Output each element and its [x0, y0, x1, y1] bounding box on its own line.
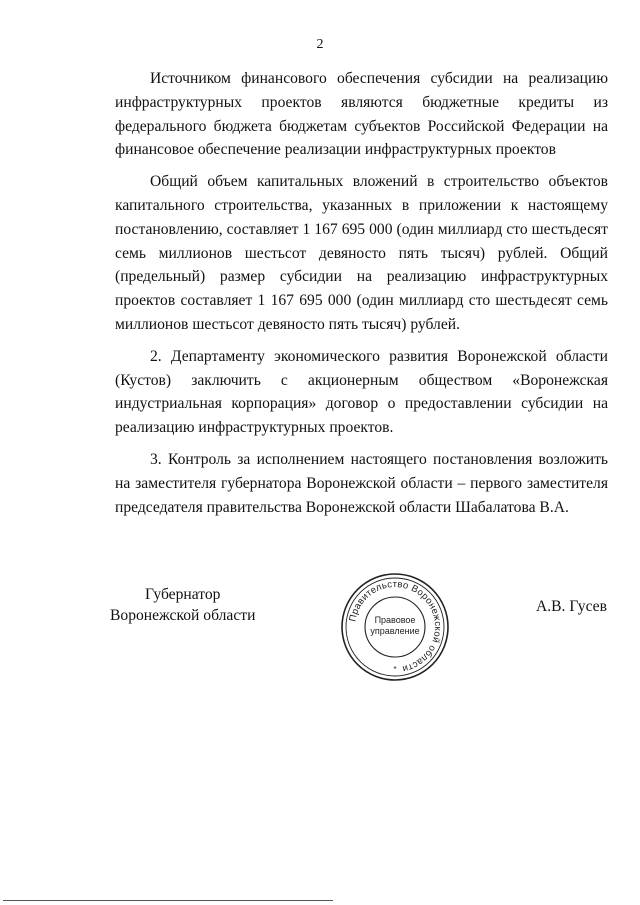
stamp-star-icon: *: [393, 665, 397, 674]
stamp-center-line1: Правовое: [374, 615, 416, 625]
stamp-seal-icon: [339, 571, 451, 683]
paragraph-department-instruction: 2. Департаменту экономического развития Воронежской области (Кустов) заключить с акционерным обществом «Воронежская индустриальная корпорация» договор о предоставлении субсидии на реализацию инфраструктурных проектов.: [115, 347, 608, 437]
signatory-title-line1: Губернатор: [144, 586, 221, 603]
paragraph-funding-source: Источником финансового обеспечения субсидии на реализацию инфраструктурных проектов являются бюджетные кредиты из федерального бюджета бюджетам субъектов Российской Федерации на финансовое обеспечение реализации инфраструктурных проектов: [115, 70, 608, 159]
stamp-ring-text: Правительство Воронежской области: [347, 578, 444, 675]
official-stamp: [339, 571, 451, 683]
page-number: 2: [316, 37, 324, 52]
signatory-name: А.В. Гусев: [536, 598, 607, 615]
signatory-title-line2: Воронежской области: [110, 607, 256, 624]
footer-divider: [3, 900, 333, 901]
document-body: [115, 67, 608, 527]
paragraph-capital-investment: Общий объем капитальных вложений в строительство объектов капитального строительства, указанных в приложении к настоящему постановлению, составляет 1 167 695 000 (один миллиард сто шестьдесят семь миллионов шестьсот девяносто пять тысяч) рублей. Общий (предельный) размер субсидии на реализацию инфраструктурных проектов составляет 1 167 695 000 (один миллиард сто шестьдесят семь миллионов шестьсот девяносто пять тысяч) рублей.: [115, 173, 608, 333]
signatory-title: [110, 584, 255, 626]
paragraph-control: 3. Контроль за исполнением настоящего постановления возложить на заместителя губернатора Воронежской области – первого заместителя председателя правительства Воронежской области Шабалатова В.А.: [115, 450, 608, 516]
stamp-center-line2: управление: [370, 626, 420, 636]
